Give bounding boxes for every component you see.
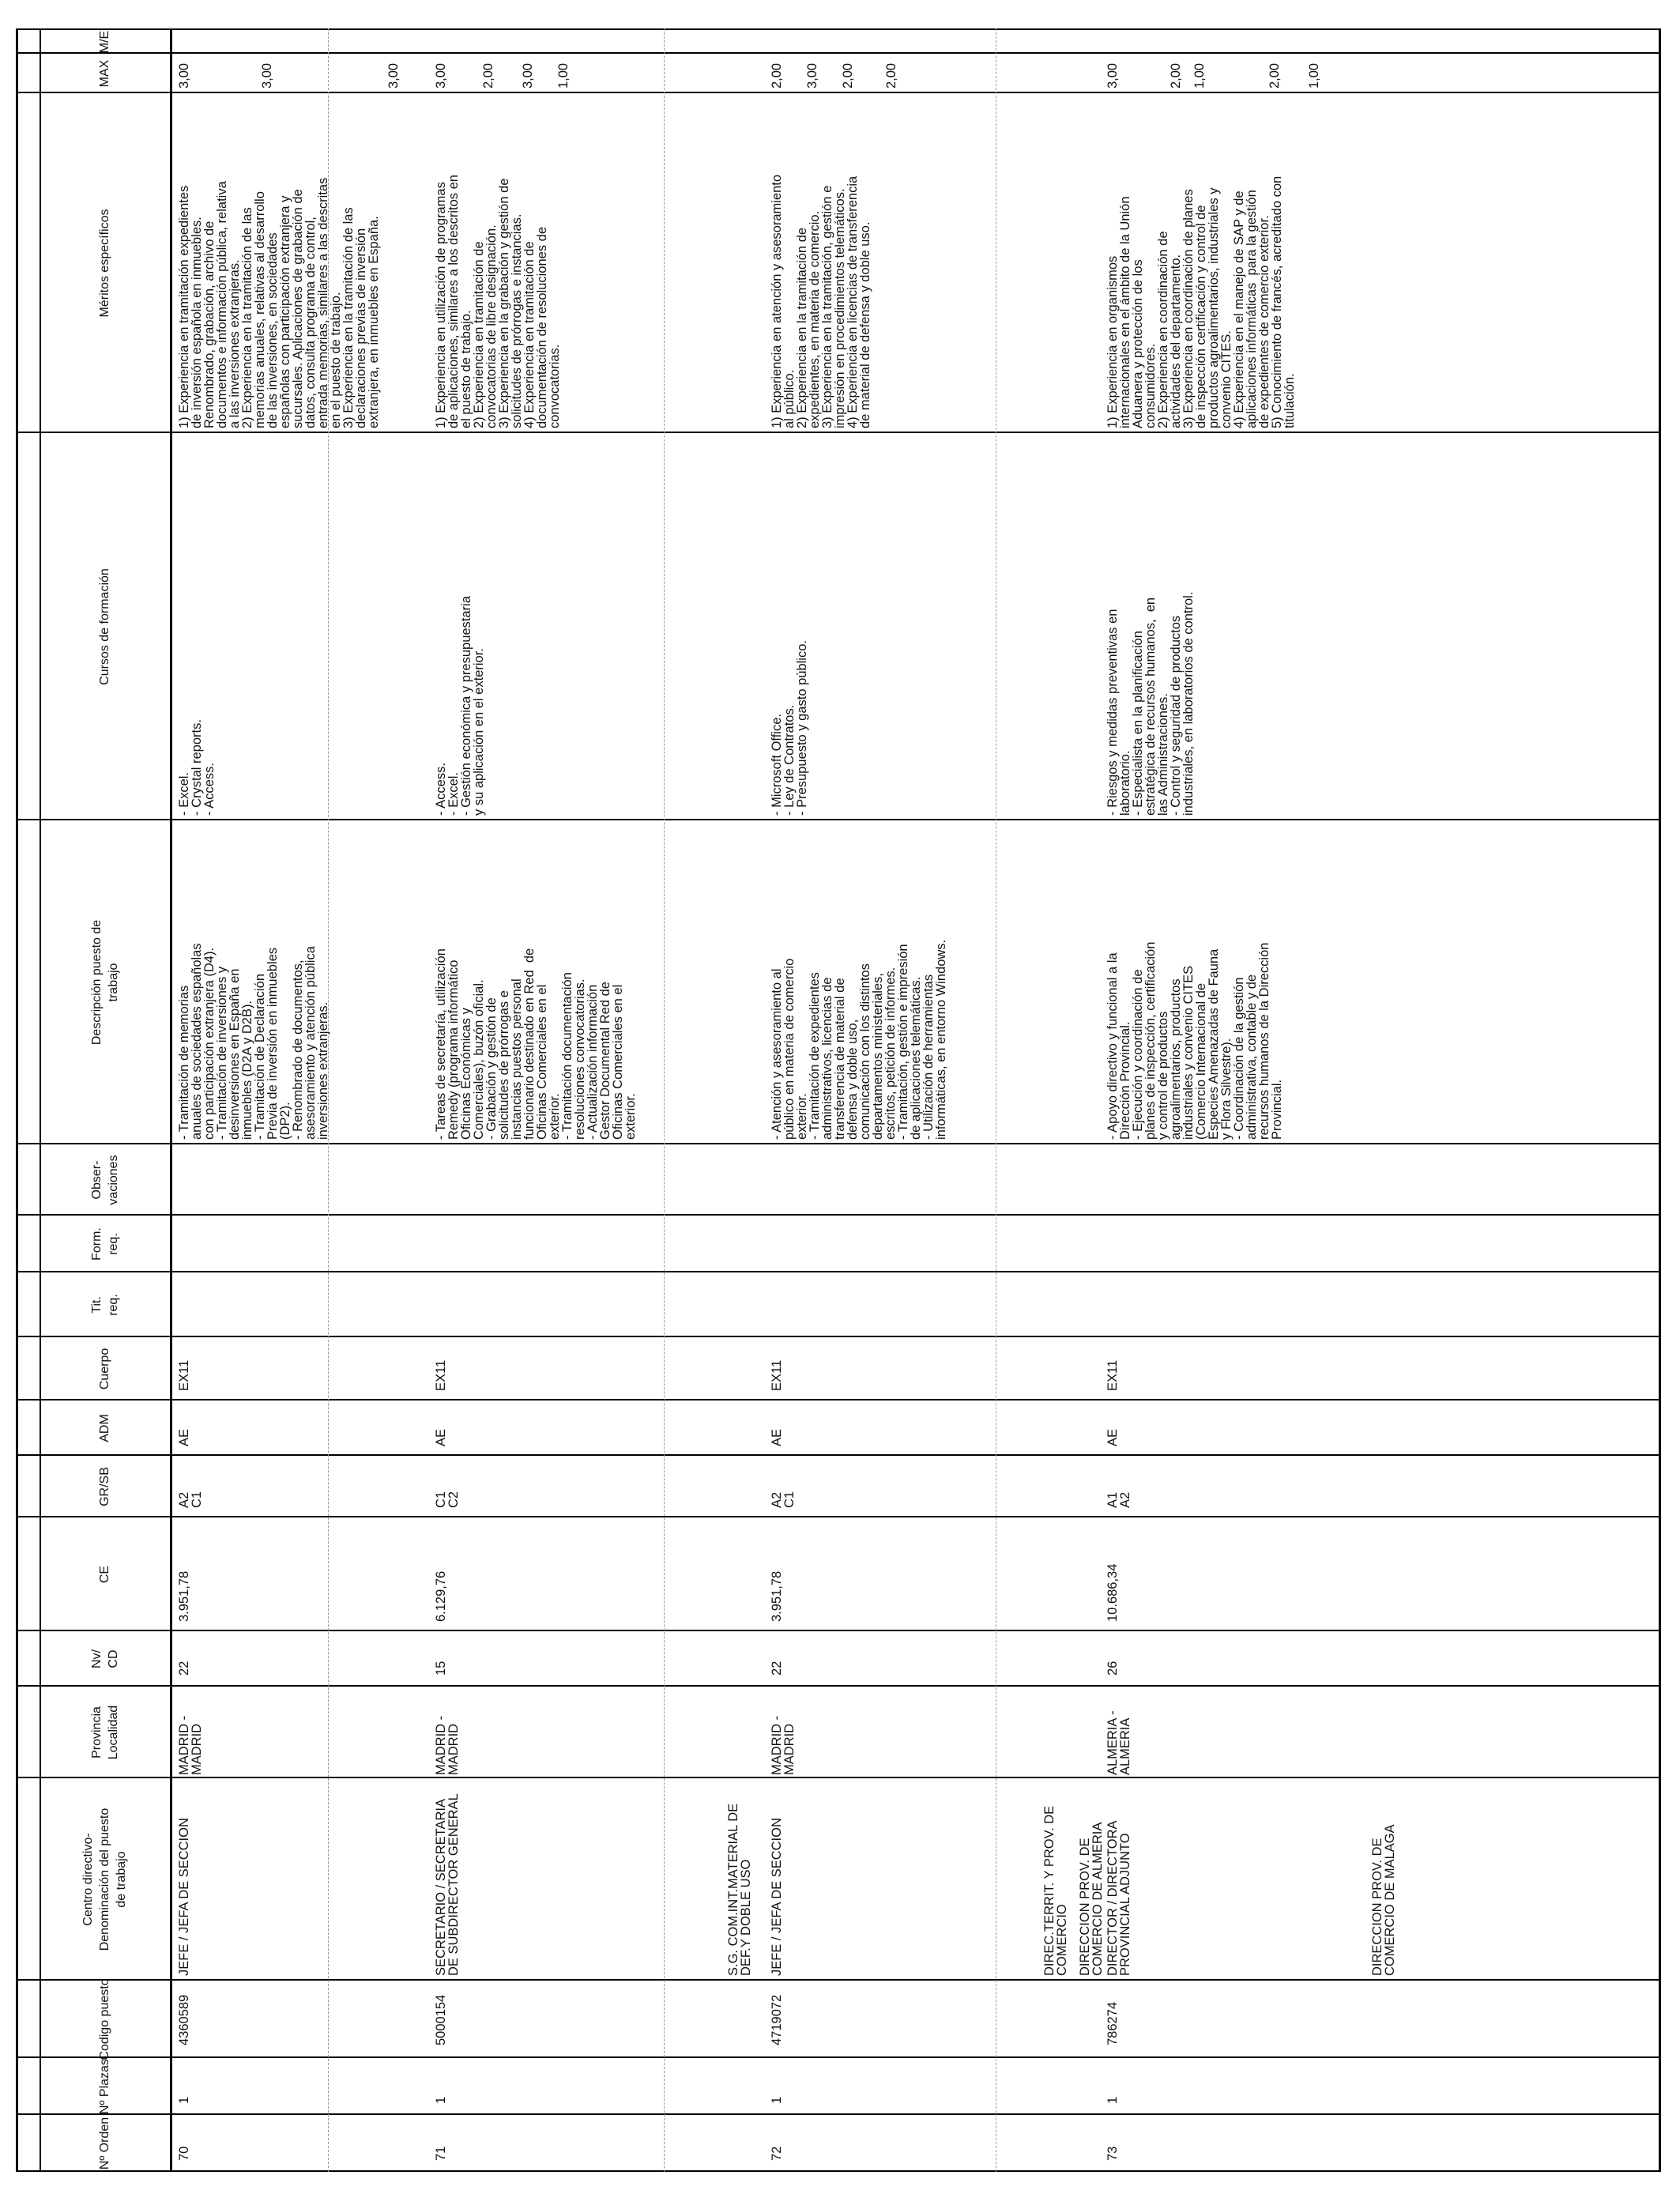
row70-plazas: 1 <box>177 2096 191 2104</box>
header-orden: Nº Orden <box>98 2117 111 2170</box>
row73-max-4: 2,00 <box>1268 62 1282 89</box>
header-tit: Tit. req. <box>89 1294 120 1316</box>
table-bottom-border <box>1659 28 1661 2172</box>
row72-cursos: - Microsoft Office. - Ley de Contratos. - Presupuesto y gasto público. <box>770 640 809 816</box>
row73-ce: 10.686,34 <box>1106 1563 1120 1622</box>
row73-provincia: ALMERIA - ALMERIA <box>1106 1710 1132 1775</box>
row73-adm: AE <box>1106 1428 1120 1446</box>
row71-orden: 71 <box>434 2146 448 2161</box>
header-meritos: Méritos específicos <box>98 209 111 318</box>
row71-max-2: 2,00 <box>481 62 495 89</box>
header-cuerpo: Cuerpo <box>98 1348 111 1390</box>
row71-cursos: - Access. - Excel. - Gestión económica y presupuestaria y su aplicación en el exterior. <box>434 596 486 816</box>
row72-provincia: MADRID - MADRID <box>770 1715 797 1775</box>
row70-ce: 3.951,78 <box>177 1570 191 1622</box>
row72-max-4: 2,00 <box>884 62 898 89</box>
row70-provincia: MADRID - MADRID <box>177 1715 204 1775</box>
row70-meritos: 1) Experiencia en tramitación expedientes de inversión española en inmuebles. Renombrado, grabación, archivo de documentos e información pública, relativa a las inversiones extranjeras. 2) Experiencia en la tramitación de las memorias anuales, relativas al desarrollo de las inversiones, en sociedades españolas con participación extranjera y sucursales. Aplicaciones de grabación de datos, consulta programa de control, entrada memorias, similares a las descritas en el puesto de trabajo. 3) Experiencia en la tramitación de las declaraciones previas de inversión extranjera, en inmuebles en España. <box>177 177 381 428</box>
header-bottom-rule <box>170 28 172 2172</box>
row73-codigo: 786274 <box>1106 2001 1120 2045</box>
header-grsb: GR/SB <box>98 1467 111 1506</box>
row70-nivel: 22 <box>177 1661 191 1676</box>
row73-cuerpo: EX11 <box>1106 1359 1120 1391</box>
row71-max-3: 3,00 <box>521 62 535 89</box>
row71-centro: SECRETARIO / SECRETARIA DE SUBDIRECTOR GENERAL <box>434 1793 461 1976</box>
row72-cuerpo: EX11 <box>770 1359 784 1391</box>
row70-centro: JEFE / JEFA DE SECCION <box>177 1818 191 1976</box>
row73-grsb: A1 A2 <box>1106 1491 1132 1508</box>
row71-descripcion: - Tareas de secretaría, utilización Remedy (programa informático Oficinas Económicas y Comerciales), buzón oficial. - Grabación y gestión de solicitudes de prórrogas e instancias puestos personal funcionario destinado en Red de Oficinas Comerciales en el exterior. - Tramitación documentación resoluciones convocatorias. - Actualización información Gestor Documental Red de Oficinas Comerciales en el exterior. <box>434 948 638 1140</box>
group-label-malaga: DIRECCION PROV. DE COMERCIO DE MALAGA <box>1370 1824 1397 1976</box>
header-provincia: Provincia Localidad <box>89 1705 120 1760</box>
row73-max-1: 3,00 <box>1106 62 1120 89</box>
row72-plazas: 1 <box>770 2096 784 2104</box>
row71-meritos: 1) Experiencia en utilización de programas de aplicaciones, similares a los descritos en el puesto de trabajo. 2) Experiencia en tramitación de convocatorias de libre designación. 3) Experiencia en la grabación y gestión de solicitudes de prórrogas e instancias. 4) Experiencia en tramitación de documentación de resoluciones de convocatorias. <box>434 175 562 428</box>
row72-centro: JEFE / JEFA DE SECCION <box>770 1818 784 1976</box>
row70-orden: 70 <box>177 2146 191 2161</box>
header-codigo: Codigo puesto <box>98 1978 111 2060</box>
group-label-sg-com-int: S.G. COM.INT.MATERIAL DE DEF.Y DOBLE USO <box>726 1803 753 1976</box>
row71-ce: 6.129,76 <box>434 1570 448 1622</box>
row70-codigo: 4360589 <box>177 1994 191 2045</box>
row71-provincia: MADRID - MADRID <box>434 1715 461 1775</box>
positions-table <box>16 28 1661 2172</box>
row71-plazas: 1 <box>434 2096 448 2104</box>
row73-plazas: 1 <box>1106 2096 1120 2104</box>
row70-cuerpo: EX11 <box>177 1359 191 1391</box>
row72-max-3: 2,00 <box>841 62 855 89</box>
row70-max-2: 3,00 <box>260 62 274 89</box>
row71-codigo: 5000154 <box>434 1994 448 2045</box>
row73-max-5: 1,00 <box>1307 62 1321 89</box>
header-me: M/E <box>98 30 111 54</box>
row73-cursos: - Riesgos y medidas preventivas en laboratorio. - Especialista en la planificación estratégica de recursos humanos, en las Administraciones. - Control y seguridad de productos industriales, en laboratorios de control. <box>1106 591 1196 816</box>
row72-max-2: 3,00 <box>805 62 819 89</box>
row73-nivel: 26 <box>1106 1661 1120 1676</box>
header-adm: ADM <box>98 1414 111 1442</box>
header-centro: Centro directivo- Denominación del puesto de trabajo <box>81 1808 128 1951</box>
table-top-border <box>16 28 18 2172</box>
header-max: MAX <box>98 59 111 88</box>
row-separator <box>664 28 665 2172</box>
row72-descripcion: - Atención y asesoramiento al público en materia de comercio exterior. - Tramitación de expedientes administrativos, licencias de transferencia de material de defensa y doble uso, comunicación con los distintos departamentos ministeriales, escritos, petición de informes. - Tramitación, gestión e impresión de aplicaciones telemáticas. - Utilización de herramientas informáticas, en entorno Windows. <box>770 939 948 1140</box>
header-nivel: Nv/ CD <box>89 1649 120 1668</box>
row73-orden: 73 <box>1106 2146 1120 2161</box>
row73-max-2: 2,00 <box>1169 62 1183 89</box>
header-plazas: Nº Plazas <box>98 2059 111 2114</box>
row71-nivel: 15 <box>434 1661 448 1676</box>
row72-orden: 72 <box>770 2146 784 2161</box>
row73-descripcion: - Apoyo directivo y funcional a la Dirección Provincial. - Ejecución y coordinación de planes de inspección, certificación y control de productos agroalimentarios, productos industriales y convenio CITES (Comercio Internacional de Especies Amenazadas de Fauna y Flora Silvestre). - Coordinación de la gestión administrativa, contable y de recursos humanos de la Dirección Provincial. <box>1106 941 1284 1140</box>
group-label-direc-territ: DIREC.TERRIT. Y PROV. DE COMERCIO <box>1042 1805 1069 1976</box>
header-ce: CE <box>98 1565 111 1584</box>
row72-ce: 3.951,78 <box>770 1570 784 1622</box>
row71-max-1: 3,00 <box>434 62 448 89</box>
row73-max-3: 1,00 <box>1192 62 1207 89</box>
header-observaciones: Obser- vaciones <box>89 1155 120 1205</box>
header-form: Form. req. <box>89 1227 120 1261</box>
row72-adm: AE <box>770 1428 784 1446</box>
row71-cuerpo: EX11 <box>434 1359 448 1391</box>
row70-grsb: A2 C1 <box>177 1491 204 1508</box>
row72-grsb: A2 C1 <box>770 1491 797 1508</box>
header-descripcion: Descripción puesto de trabajo <box>89 919 120 1046</box>
row70-max-3: 3,00 <box>386 62 401 89</box>
row72-max-1: 2,00 <box>770 62 784 89</box>
row70-adm: AE <box>177 1428 191 1446</box>
row72-codigo: 4719072 <box>770 1994 784 2045</box>
row72-nivel: 22 <box>770 1661 784 1676</box>
row71-adm: AE <box>434 1428 448 1446</box>
row71-max-4: 1,00 <box>556 62 571 89</box>
header-cursos: Cursos de formación <box>98 568 111 685</box>
row70-descripcion: - Tramitación de memorias anuales de sociedades españolas con participación extranjera (D4). - Tramitación de inversiones y desinversiones en España en inmuebles (D2A y D2B). - Tramitación de Declaración Previa de inversión en inmuebles (DP2). - Renombrado de documentos, asesoramiento y atención pública inversiones extranjeras. <box>177 943 330 1140</box>
row71-grsb: C1 C2 <box>434 1491 461 1508</box>
row70-max-1: 3,00 <box>177 62 191 89</box>
group-label-almeria: DIRECCION PROV. DE COMERCIO DE ALMERIA <box>1078 1822 1105 1976</box>
row70-cursos: - Excel. - Crystal reports. - Access. <box>177 719 217 816</box>
row73-meritos: 1) Experiencia en organismos internacionales en el ámbito de la Unión Aduanera y protección de los consumidores. 2) Experiencia en coordinación de actividades del departamento. 3) Experiencia en coordinación de planes de inspección certificación y control de productos agroalimentarios, industriales y convenio CITES. 4) Experiencia en el manejo de SAP y de aplicaciones informáticas para la gestión de expedientes de comercio exterior. 5) Conocimiento de francés, acreditado con titulación. <box>1106 175 1297 428</box>
row73-centro: DIRECTOR / DIRECTORA PROVINCIAL ADJUNTO <box>1106 1820 1132 1976</box>
row72-meritos: 1) Experiencia en atención y asesoramiento al público. 2) Experiencia en la tramitación de expedientes, en materia de comercio. 3) Experiencia en la tramitación, gestión e impresión en procedimientos telemáticos. 4) Experiencia en licencias de transferencia de material de defensa y doble uso. <box>770 174 872 428</box>
